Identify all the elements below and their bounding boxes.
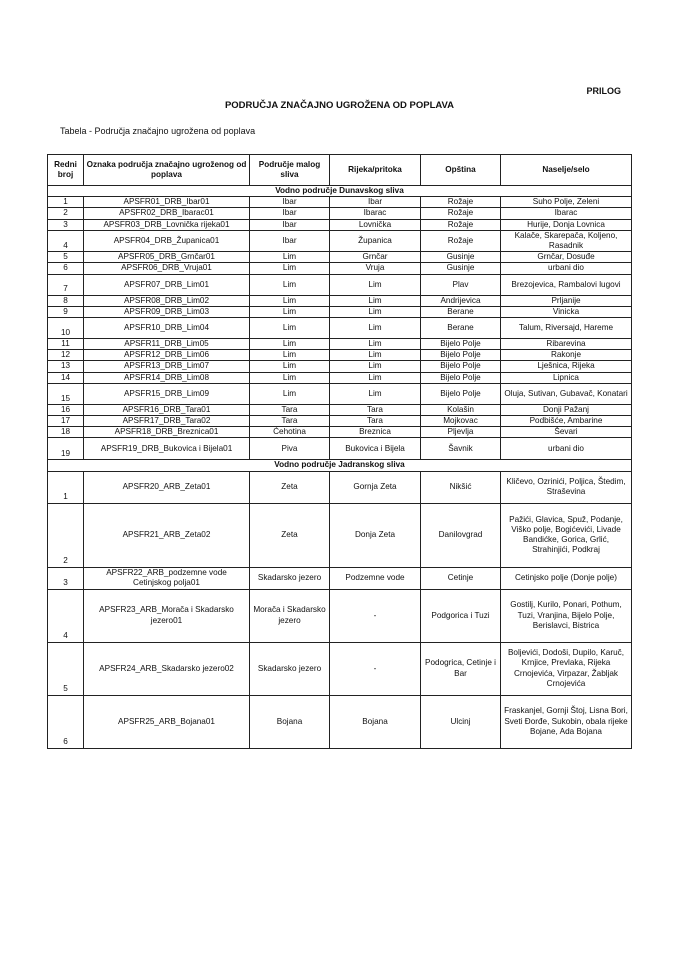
cell-basin: Lim bbox=[250, 383, 330, 404]
cell-municipality: Gusinje bbox=[421, 252, 501, 263]
cell-river: Lim bbox=[330, 339, 421, 350]
section-title: Vodno područje Jadranskog sliva bbox=[48, 460, 632, 471]
cell-num: 5 bbox=[48, 252, 84, 263]
table-row bbox=[48, 471, 632, 503]
cell-municipality: Pljevlja bbox=[421, 427, 501, 438]
cell-river: Lim bbox=[330, 361, 421, 372]
cell-municipality: Andrijevica bbox=[421, 295, 501, 306]
cell-river: Lim bbox=[330, 306, 421, 317]
cell-num: 10 bbox=[48, 318, 84, 339]
cell-settlement: Pažići, Glavica, Spuž, Podanje, Viško polje, Bogićevići, Livade Bandićke, Gorica, Grlić, Strahinjići, Podkraj bbox=[501, 503, 632, 567]
cell-basin: Ibar bbox=[250, 219, 330, 230]
table-row bbox=[48, 274, 632, 295]
cell-code: APSFR07_DRB_Lim01 bbox=[84, 274, 250, 295]
cell-settlement: Gostilj, Kurilo, Ponari, Pothum, Tuzi, Vranjina, Bijelo Polje, Berislavci, Bistrica bbox=[501, 589, 632, 642]
cell-basin: Tara bbox=[250, 404, 330, 415]
column-header: Redni broj bbox=[48, 155, 84, 186]
cell-settlement: Fraskanjel, Gornji Štoj, Lisna Bori, Sveti Đorđe, Sukobin, obala rijeke Bojane, Ada Bojana bbox=[501, 695, 632, 748]
cell-code: APSFR25_ARB_Bojana01 bbox=[84, 695, 250, 748]
cell-code: APSFR10_DRB_Lim04 bbox=[84, 318, 250, 339]
table-row bbox=[48, 263, 632, 274]
cell-code: APSFR09_DRB_Lim03 bbox=[84, 306, 250, 317]
cell-num: 12 bbox=[48, 350, 84, 361]
table-row bbox=[48, 252, 632, 263]
cell-num: 5 bbox=[48, 642, 84, 695]
table-row bbox=[48, 318, 632, 339]
cell-num: 4 bbox=[48, 589, 84, 642]
cell-code: APSFR13_DRB_Lim07 bbox=[84, 361, 250, 372]
cell-code: APSFR24_ARB_Skadarsko jezero02 bbox=[84, 642, 250, 695]
cell-river: Grnčar bbox=[330, 252, 421, 263]
cell-municipality: Gusinje bbox=[421, 263, 501, 274]
cell-code: APSFR15_DRB_Lim09 bbox=[84, 383, 250, 404]
cell-num: 1 bbox=[48, 471, 84, 503]
table-row bbox=[48, 642, 632, 695]
cell-river: Donja Zeta bbox=[330, 503, 421, 567]
cell-num: 11 bbox=[48, 339, 84, 350]
cell-settlement: Grnčar, Dosuđe bbox=[501, 252, 632, 263]
cell-municipality: Bijelo Polje bbox=[421, 372, 501, 383]
cell-num: 1 bbox=[48, 197, 84, 208]
cell-num: 6 bbox=[48, 695, 84, 748]
cell-num: 6 bbox=[48, 263, 84, 274]
cell-num: 4 bbox=[48, 230, 84, 251]
cell-code: APSFR08_DRB_Lim02 bbox=[84, 295, 250, 306]
table-row bbox=[48, 372, 632, 383]
cell-code: APSFR22_ARB_podzemne vode Cetinjskog polja01 bbox=[84, 567, 250, 589]
table-row bbox=[48, 306, 632, 317]
column-header: Opština bbox=[421, 155, 501, 186]
cell-num: 16 bbox=[48, 404, 84, 415]
cell-river: Lim bbox=[330, 295, 421, 306]
cell-river: Podzemne vode bbox=[330, 567, 421, 589]
cell-basin: Lim bbox=[250, 306, 330, 317]
cell-settlement: Donji Pažanj bbox=[501, 404, 632, 415]
cell-basin: Tara bbox=[250, 416, 330, 427]
cell-settlement: Oluja, Sutivan, Gubavač, Konatari bbox=[501, 383, 632, 404]
cell-num: 9 bbox=[48, 306, 84, 317]
cell-municipality: Rožaje bbox=[421, 208, 501, 219]
cell-settlement: Podbišće, Ambarine bbox=[501, 416, 632, 427]
table-row bbox=[48, 197, 632, 208]
cell-municipality: Šavnik bbox=[421, 438, 501, 460]
cell-code: APSFR19_DRB_Bukovica i Bijela01 bbox=[84, 438, 250, 460]
cell-num: 2 bbox=[48, 208, 84, 219]
column-header: Područje malog sliva bbox=[250, 155, 330, 186]
cell-basin: Ibar bbox=[250, 208, 330, 219]
cell-municipality: Bijelo Polje bbox=[421, 383, 501, 404]
cell-municipality: Nikšić bbox=[421, 471, 501, 503]
cell-basin: Skadarsko jezero bbox=[250, 567, 330, 589]
table-row bbox=[48, 589, 632, 642]
cell-basin: Lim bbox=[250, 318, 330, 339]
cell-settlement: Lipnica bbox=[501, 372, 632, 383]
cell-basin: Bojana bbox=[250, 695, 330, 748]
cell-basin: Piva bbox=[250, 438, 330, 460]
cell-river: Ibar bbox=[330, 197, 421, 208]
table-row bbox=[48, 695, 632, 748]
cell-river: Ibarac bbox=[330, 208, 421, 219]
cell-basin: Ibar bbox=[250, 197, 330, 208]
cell-settlement: urbani dio bbox=[501, 438, 632, 460]
cell-code: APSFR11_DRB_Lim05 bbox=[84, 339, 250, 350]
cell-num: 18 bbox=[48, 427, 84, 438]
table-row bbox=[48, 350, 632, 361]
cell-code: APSFR06_DRB_Vruja01 bbox=[84, 263, 250, 274]
cell-river: Tara bbox=[330, 416, 421, 427]
annex-label: PRILOG bbox=[586, 86, 621, 96]
cell-river: Lim bbox=[330, 274, 421, 295]
cell-settlement: Kličevo, Ozrinići, Poljica, Štedim, Straševina bbox=[501, 471, 632, 503]
cell-basin: Morača i Skadarsko jezero bbox=[250, 589, 330, 642]
cell-river: Lim bbox=[330, 350, 421, 361]
section-title: Vodno područje Dunavskog sliva bbox=[48, 186, 632, 197]
cell-river: Breznica bbox=[330, 427, 421, 438]
cell-basin: Lim bbox=[250, 350, 330, 361]
cell-basin: Lim bbox=[250, 252, 330, 263]
cell-municipality: Plav bbox=[421, 274, 501, 295]
cell-code: APSFR05_DRB_Grnčar01 bbox=[84, 252, 250, 263]
cell-basin: Skadarsko jezero bbox=[250, 642, 330, 695]
cell-river: Tara bbox=[330, 404, 421, 415]
cell-basin: Lim bbox=[250, 339, 330, 350]
cell-municipality: Berane bbox=[421, 318, 501, 339]
cell-code: APSFR16_DRB_Tara01 bbox=[84, 404, 250, 415]
cell-settlement: Ibarac bbox=[501, 208, 632, 219]
table-row bbox=[48, 295, 632, 306]
cell-river: Vruja bbox=[330, 263, 421, 274]
cell-settlement: urbani dio bbox=[501, 263, 632, 274]
cell-num: 7 bbox=[48, 274, 84, 295]
cell-municipality: Rožaje bbox=[421, 219, 501, 230]
cell-river: - bbox=[330, 589, 421, 642]
cell-basin: Lim bbox=[250, 361, 330, 372]
section-row bbox=[48, 186, 632, 197]
cell-settlement: Ribarevina bbox=[501, 339, 632, 350]
table-row bbox=[48, 416, 632, 427]
cell-num: 3 bbox=[48, 567, 84, 589]
cell-river: Lim bbox=[330, 318, 421, 339]
cell-municipality: Mojkovac bbox=[421, 416, 501, 427]
cell-settlement: Prljanije bbox=[501, 295, 632, 306]
cell-settlement: Brezojevica, Rambalovi lugovi bbox=[501, 274, 632, 295]
cell-basin: Zeta bbox=[250, 503, 330, 567]
cell-municipality: Podgorica i Tuzi bbox=[421, 589, 501, 642]
cell-settlement: Rakonje bbox=[501, 350, 632, 361]
cell-municipality: Bijelo Polje bbox=[421, 350, 501, 361]
table-row bbox=[48, 219, 632, 230]
cell-river: Županica bbox=[330, 230, 421, 251]
cell-num: 13 bbox=[48, 361, 84, 372]
table-row bbox=[48, 438, 632, 460]
table-row bbox=[48, 208, 632, 219]
cell-river: Lim bbox=[330, 372, 421, 383]
cell-basin: Lim bbox=[250, 372, 330, 383]
cell-code: APSFR04_DRB_Županica01 bbox=[84, 230, 250, 251]
cell-river: - bbox=[330, 642, 421, 695]
cell-municipality: Kolašin bbox=[421, 404, 501, 415]
cell-river: Lim bbox=[330, 383, 421, 404]
table-row bbox=[48, 339, 632, 350]
cell-num: 3 bbox=[48, 219, 84, 230]
cell-municipality: Danilovgrad bbox=[421, 503, 501, 567]
cell-code: APSFR02_DRB_Ibarac01 bbox=[84, 208, 250, 219]
cell-municipality: Berane bbox=[421, 306, 501, 317]
cell-municipality: Bijelo Polje bbox=[421, 361, 501, 372]
cell-settlement: Cetinjsko polje (Donje polje) bbox=[501, 567, 632, 589]
column-header: Oznaka područja značajno ugroženog od poplava bbox=[84, 155, 250, 186]
table-row bbox=[48, 567, 632, 589]
cell-code: APSFR12_DRB_Lim06 bbox=[84, 350, 250, 361]
cell-basin: Lim bbox=[250, 274, 330, 295]
cell-settlement: Boljevići, Dodoši, Dupilo, Karuč, Krnjice, Prevlaka, Rijeka Crnojevića, Virpazar, Žabljak Crnojevića bbox=[501, 642, 632, 695]
cell-municipality: Bijelo Polje bbox=[421, 339, 501, 350]
cell-code: APSFR17_DRB_Tara02 bbox=[84, 416, 250, 427]
cell-code: APSFR21_ARB_Zeta02 bbox=[84, 503, 250, 567]
cell-code: APSFR18_DRB_Breznica01 bbox=[84, 427, 250, 438]
cell-settlement: Hurije, Donja Lovnica bbox=[501, 219, 632, 230]
cell-code: APSFR03_DRB_Lovnička rijeka01 bbox=[84, 219, 250, 230]
cell-river: Bukovica i Bijela bbox=[330, 438, 421, 460]
cell-settlement: Ševari bbox=[501, 427, 632, 438]
cell-settlement: Lješnica, Rijeka bbox=[501, 361, 632, 372]
cell-code: APSFR01_DRB_Ibar01 bbox=[84, 197, 250, 208]
cell-river: Gornja Zeta bbox=[330, 471, 421, 503]
cell-num: 8 bbox=[48, 295, 84, 306]
cell-river: Bojana bbox=[330, 695, 421, 748]
table-row bbox=[48, 427, 632, 438]
table-row bbox=[48, 383, 632, 404]
column-header: Naselje/selo bbox=[501, 155, 632, 186]
cell-municipality: Rožaje bbox=[421, 197, 501, 208]
column-header: Rijeka/pritoka bbox=[330, 155, 421, 186]
cell-num: 15 bbox=[48, 383, 84, 404]
cell-basin: Zeta bbox=[250, 471, 330, 503]
table-row bbox=[48, 230, 632, 251]
cell-code: APSFR20_ARB_Zeta01 bbox=[84, 471, 250, 503]
cell-num: 17 bbox=[48, 416, 84, 427]
cell-basin: Lim bbox=[250, 295, 330, 306]
cell-settlement: Kalače, Skarepača, Koljeno, Rasadnik bbox=[501, 230, 632, 251]
table-row bbox=[48, 503, 632, 567]
cell-basin: Lim bbox=[250, 263, 330, 274]
cell-settlement: Suho Polje, Zeleni bbox=[501, 197, 632, 208]
table-caption: Tabela - Područja značajno ugrožena od poplava bbox=[60, 126, 256, 136]
cell-municipality: Rožaje bbox=[421, 230, 501, 251]
cell-code: APSFR14_DRB_Lim08 bbox=[84, 372, 250, 383]
flood-areas-table bbox=[47, 154, 632, 749]
table-row bbox=[48, 404, 632, 415]
cell-municipality: Podogrica, Cetinje i Bar bbox=[421, 642, 501, 695]
section-row bbox=[48, 460, 632, 471]
cell-code: APSFR23_ARB_Morača i Skadarsko jezero01 bbox=[84, 589, 250, 642]
cell-municipality: Cetinje bbox=[421, 567, 501, 589]
cell-num: 2 bbox=[48, 503, 84, 567]
cell-basin: Ćehotina bbox=[250, 427, 330, 438]
table-header-row bbox=[48, 155, 632, 186]
cell-river: Lovnička bbox=[330, 219, 421, 230]
cell-municipality: Ulcinj bbox=[421, 695, 501, 748]
document-title: PODRUČJA ZNAČAJNO UGROŽENA OD POPLAVA bbox=[224, 100, 455, 111]
table-row bbox=[48, 361, 632, 372]
cell-num: 19 bbox=[48, 438, 84, 460]
cell-basin: Ibar bbox=[250, 230, 330, 251]
cell-settlement: Vinicka bbox=[501, 306, 632, 317]
cell-settlement: Talum, Riversajd, Hareme bbox=[501, 318, 632, 339]
cell-num: 14 bbox=[48, 372, 84, 383]
